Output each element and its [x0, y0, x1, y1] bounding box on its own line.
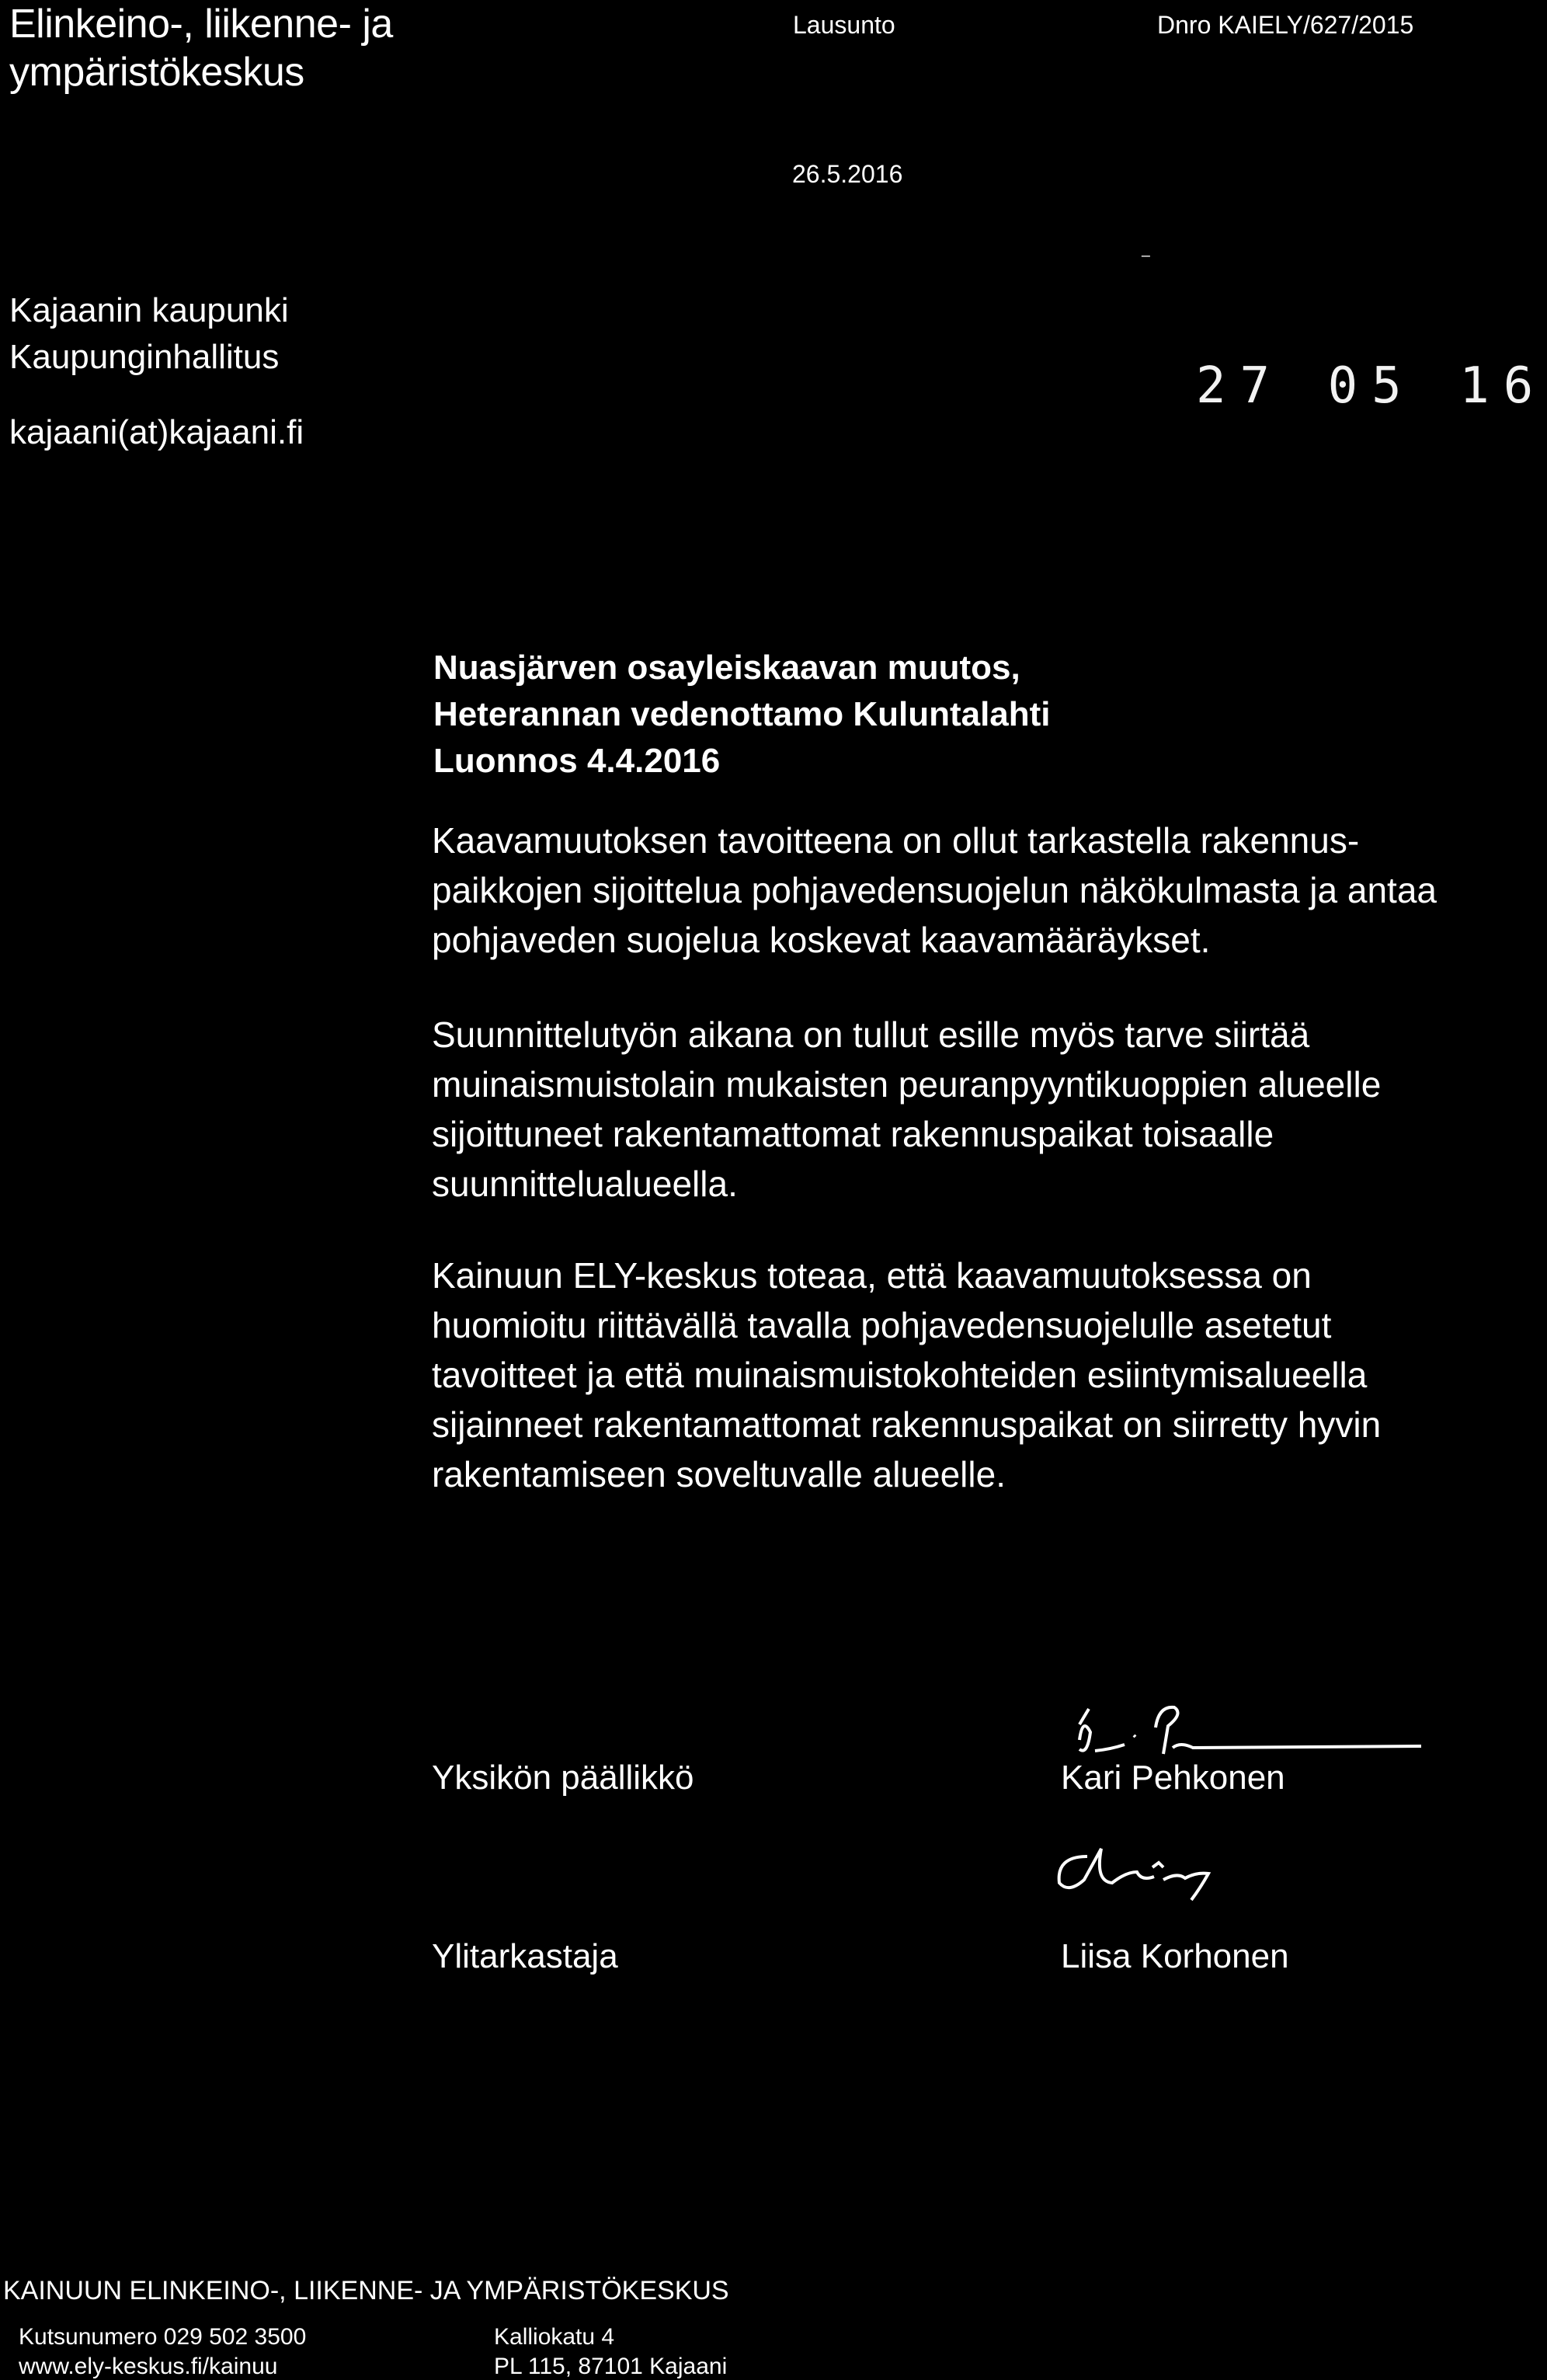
footer-organization: KAINUUN ELINKEINO-, LIIKENNE- JA YMPÄRISTÖKESKUS: [3, 2276, 729, 2305]
subject-line-1: Nuasjärven osayleiskaavan muutos,: [433, 649, 1020, 687]
signer-1-name: Kari Pehkonen: [1061, 1759, 1285, 1797]
signer-1-title: Yksikön päällikkö: [432, 1759, 694, 1797]
recipient-line-2: Kaupunginhallitus: [9, 338, 280, 376]
subject-line-2: Heterannan vedenottamo Kuluntalahti: [433, 695, 1051, 733]
subject-line-3: Luonnos 4.4.2016: [433, 742, 721, 780]
footer-phone: Kutsunumero 029 502 3500: [19, 2324, 307, 2350]
body-paragraph-3: Kainuun ELY-keskus toteaa, että kaavamuutoksessa on huomioitu riittävällä tavalla pohjavedensuojelulle asetetut tavoitteet ja että muinaismuistokohteiden esiintymisalueella sijainneet rakentamattomat rakennuspaikat on siirretty hyvin rakentamiseen soveltuvalle alueelle.: [432, 1255, 1382, 1494]
received-stamp: 27 05 16: [1196, 357, 1547, 415]
recipient-email: kajaani(at)kajaani.fi: [9, 413, 304, 451]
footer-postal: PL 115, 87101 Kajaani: [494, 2354, 728, 2379]
reference-number: Dnro KAIELY/627/2015: [1157, 11, 1414, 39]
organization-line-1: Elinkeino-, liikenne- ja: [9, 2, 393, 47]
organization-line-2: ympäristökeskus: [9, 50, 304, 95]
stamp-mark-icon: ⁻: [1140, 248, 1152, 272]
recipient-line-1: Kajaanin kaupunki: [9, 291, 289, 329]
subject-block: [433, 645, 1051, 785]
recipient-block: [9, 287, 289, 381]
footer-website: www.ely-keskus.fi/kainuu: [19, 2354, 278, 2379]
signer-2-name: Liisa Korhonen: [1061, 1937, 1289, 1975]
signer-2-title: Ylitarkastaja: [432, 1937, 618, 1975]
body-paragraph-2: Suunnittelutyön aikana on tullut esille myös tarve siirtää muinaismuistolain mukaisten peuranpyyntikuoppien alueelle sijoittuneet rakentamattomat rakennuspaikat toisaalle suunnittelualueella.: [432, 1014, 1382, 1204]
body-paragraph-1: Kaavamuutoksen tavoitteena on ollut tarkastella rakennus-paikkojen sijoittelua pohjavedensuojelun näkökulmasta ja antaa pohjaveden suojelua koskevat kaavamääräykset.: [432, 820, 1437, 960]
document-type: Lausunto: [793, 11, 895, 39]
organization-name: [9, 0, 393, 96]
document-date: 26.5.2016: [792, 160, 903, 188]
footer-street: Kalliokatu 4: [494, 2324, 615, 2350]
signature-liisa-korhonen-icon: [1025, 1818, 1258, 1911]
